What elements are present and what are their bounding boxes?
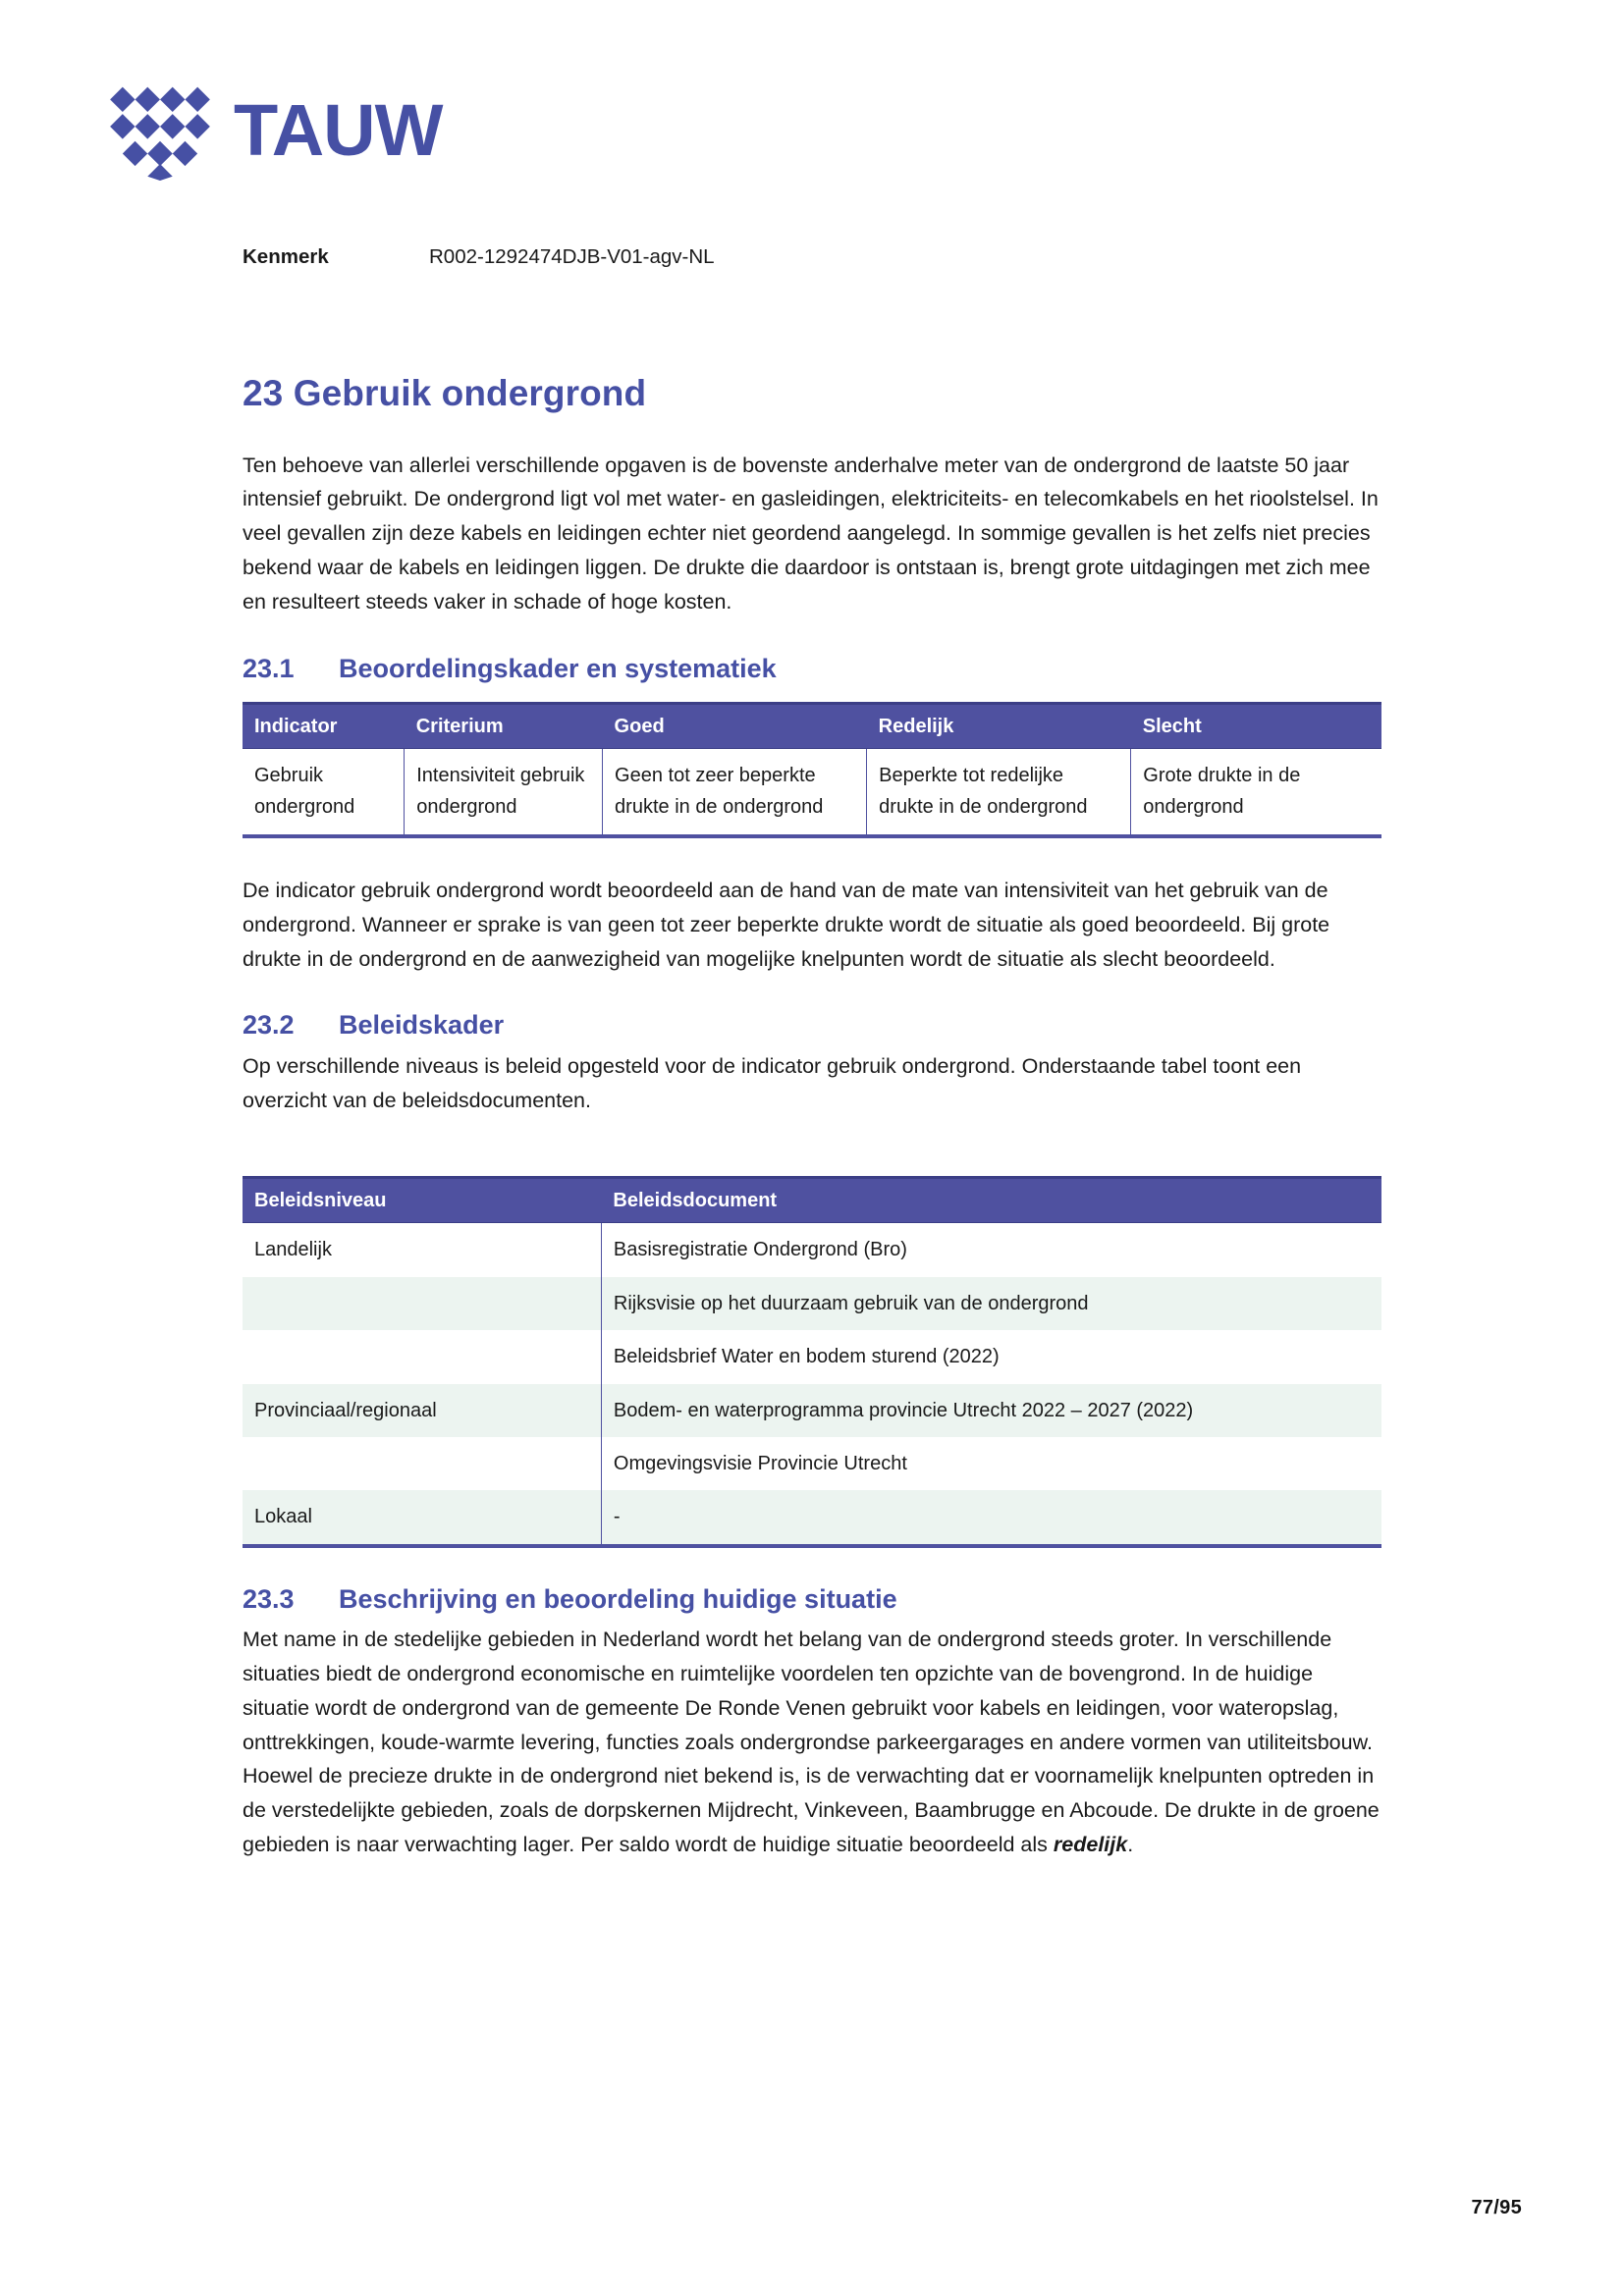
table-row <box>243 1437 1381 1490</box>
tauw-logo <box>108 77 442 181</box>
assessment-emphasis: redelijk <box>1053 1833 1128 1857</box>
cell-criterium: Intensiviteit gebruik ondergrond <box>405 749 603 836</box>
kenmerk-line <box>243 245 715 270</box>
cell-beleidsdocument: Bodem- en waterprogramma provincie Utrecht 2022 – 2027 (2022) <box>601 1384 1381 1437</box>
section-23-1-body: De indicator gebruik ondergrond wordt beoordeeld aan de hand van de mate van intensiviteit van het gebruik van de ondergrond. Wanneer er sprake is van geen tot zeer beperkte drukte wordt de situatie als goed beoordeeld. Bij grote drukte in de ondergrond en de aanwezigheid van mogelijke knelpunten wordt de situatie als slecht beoordeeld. <box>243 878 1330 971</box>
column-header-indicator: Indicator <box>243 704 405 749</box>
table-row <box>243 1384 1381 1437</box>
section-heading-23-2 <box>243 1009 1381 1041</box>
section-23-3-body-before: Met name in de stedelijke gebieden in Nederland wordt het belang van de ondergrond steeds groter. In verschillende situaties biedt de ondergrond economische en ruimtelijke voordelen ten opzichte van de bovengrond. In de huidige situatie wordt de ondergrond van de gemeente De Ronde Venen gebruikt voor kabels en leidingen, voor wateropslag, onttrekkingen, koude-warmte levering, functies zoals ondergrondse parkeergarages en andere vormen van utiliteitsbouw. Hoewel de precieze drukte in de ondergrond niet bekend is, is de verwachting dat er voornamelijk knelpunten optreden in de verstedelijkte gebieden, zoals de dorpskernen Mijdrecht, Vinkeveen, Baambrugge en Abcoude. De drukte in de groene gebieden is naar verwachting lager. Per saldo wordt de huidige situatie beoordeeld als <box>243 1628 1380 1857</box>
cell-beleidsniveau: Provinciaal/regionaal <box>243 1384 601 1437</box>
cell-beleidsdocument: Omgevingsvisie Provincie Utrecht <box>601 1437 1381 1490</box>
column-header-slecht: Slecht <box>1131 704 1381 749</box>
cell-beleidsniveau: Landelijk <box>254 1239 332 1261</box>
cell-indicator: Gebruik ondergrond <box>243 749 405 836</box>
kenmerk-label: Kenmerk <box>243 245 329 268</box>
tauw-wordmark: TAUW <box>234 89 443 171</box>
column-header-beleidsniveau: Beleidsniveau <box>243 1178 601 1223</box>
page-title: 23 Gebruik ondergrond <box>243 373 647 413</box>
cell-beleidsdocument: Beleidsbrief Water en bodem sturend (2022) <box>601 1330 1381 1383</box>
section-title-23-2: Beleidskader <box>339 1010 505 1041</box>
assessment-framework-table <box>243 702 1381 838</box>
section-title-23-3: Beschrijving en beoordeling huidige situatie <box>339 1583 897 1614</box>
spacer <box>243 1150 1381 1176</box>
column-header-criterium: Criterium <box>405 704 603 749</box>
table-row <box>243 749 1381 836</box>
table-row <box>243 1490 1381 1545</box>
section-title-23-1: Beoordelingskader en systematiek <box>339 653 777 683</box>
policy-documents-table <box>243 1176 1381 1547</box>
table-header-row <box>243 704 1381 749</box>
cell-beleidsdocument: Basisregistratie Ondergrond (Bro) <box>601 1223 1381 1277</box>
table-row <box>243 1277 1381 1330</box>
table-row <box>243 1223 1381 1277</box>
column-header-redelijk: Redelijk <box>867 704 1131 749</box>
document-content <box>243 373 1381 1896</box>
section-23-2-body: Op verschillende niveaus is beleid opgesteld voor de indicator gebruik ondergrond. Onderstaande tabel toont een overzicht van de beleidsdocumenten. <box>243 1053 1302 1112</box>
section-heading-23-3 <box>243 1583 1381 1615</box>
cell-beleidsniveau <box>243 1437 601 1490</box>
table-row <box>243 1330 1381 1383</box>
section-23-3-body-after: . <box>1127 1833 1134 1857</box>
column-header-beleidsdocument: Beleidsdocument <box>601 1178 1381 1223</box>
section-number-23-1: 23.1 <box>243 653 295 683</box>
section-23-3-body <box>243 1623 1381 1862</box>
section-number-23-3: 23.3 <box>243 1583 295 1614</box>
cell-goed: Geen tot zeer beperkte drukte in de ondergrond <box>603 749 867 836</box>
section-heading-23-1 <box>243 653 1381 684</box>
tauw-chevron-lattice-logo-icon <box>108 77 212 181</box>
page-number: 77/95 <box>1471 2197 1522 2218</box>
cell-beleidsniveau <box>243 1277 601 1330</box>
cell-slecht: Grote drukte in de ondergrond <box>1131 749 1381 836</box>
column-header-goed: Goed <box>603 704 867 749</box>
cell-beleidsniveau: Lokaal <box>243 1490 601 1545</box>
cell-beleidsdocument: - <box>601 1490 1381 1545</box>
section-number-23-2: 23.2 <box>243 1010 295 1041</box>
cell-beleidsniveau <box>243 1330 601 1383</box>
chapter-intro-paragraph: Ten behoeve van allerlei verschillende opgaven is de bovenste anderhalve meter van de ondergrond de laatste 50 jaar intensief gebruikt. De ondergrond ligt vol met water- en gasleidingen, elektriciteits- en telecomkabels en het rioolstelsel. In veel gevallen zijn deze kabels en leidingen echter niet geordend aangelegd. In sommige gevallen is het zelfs niet precies bekend waar de kabels en leidingen liggen. De drukte die daardoor is ontstaan is, brengt grote uitdagingen met zich mee en resulteert steeds vaker in schade of hoge kosten. <box>243 453 1379 614</box>
cell-beleidsdocument: Rijksvisie op het duurzaam gebruik van de ondergrond <box>601 1277 1381 1330</box>
table-header-row <box>243 1178 1381 1223</box>
cell-redelijk: Beperkte tot redelijke drukte in de ondergrond <box>867 749 1131 836</box>
kenmerk-value: R002-1292474DJB-V01-agv-NL <box>429 245 715 268</box>
